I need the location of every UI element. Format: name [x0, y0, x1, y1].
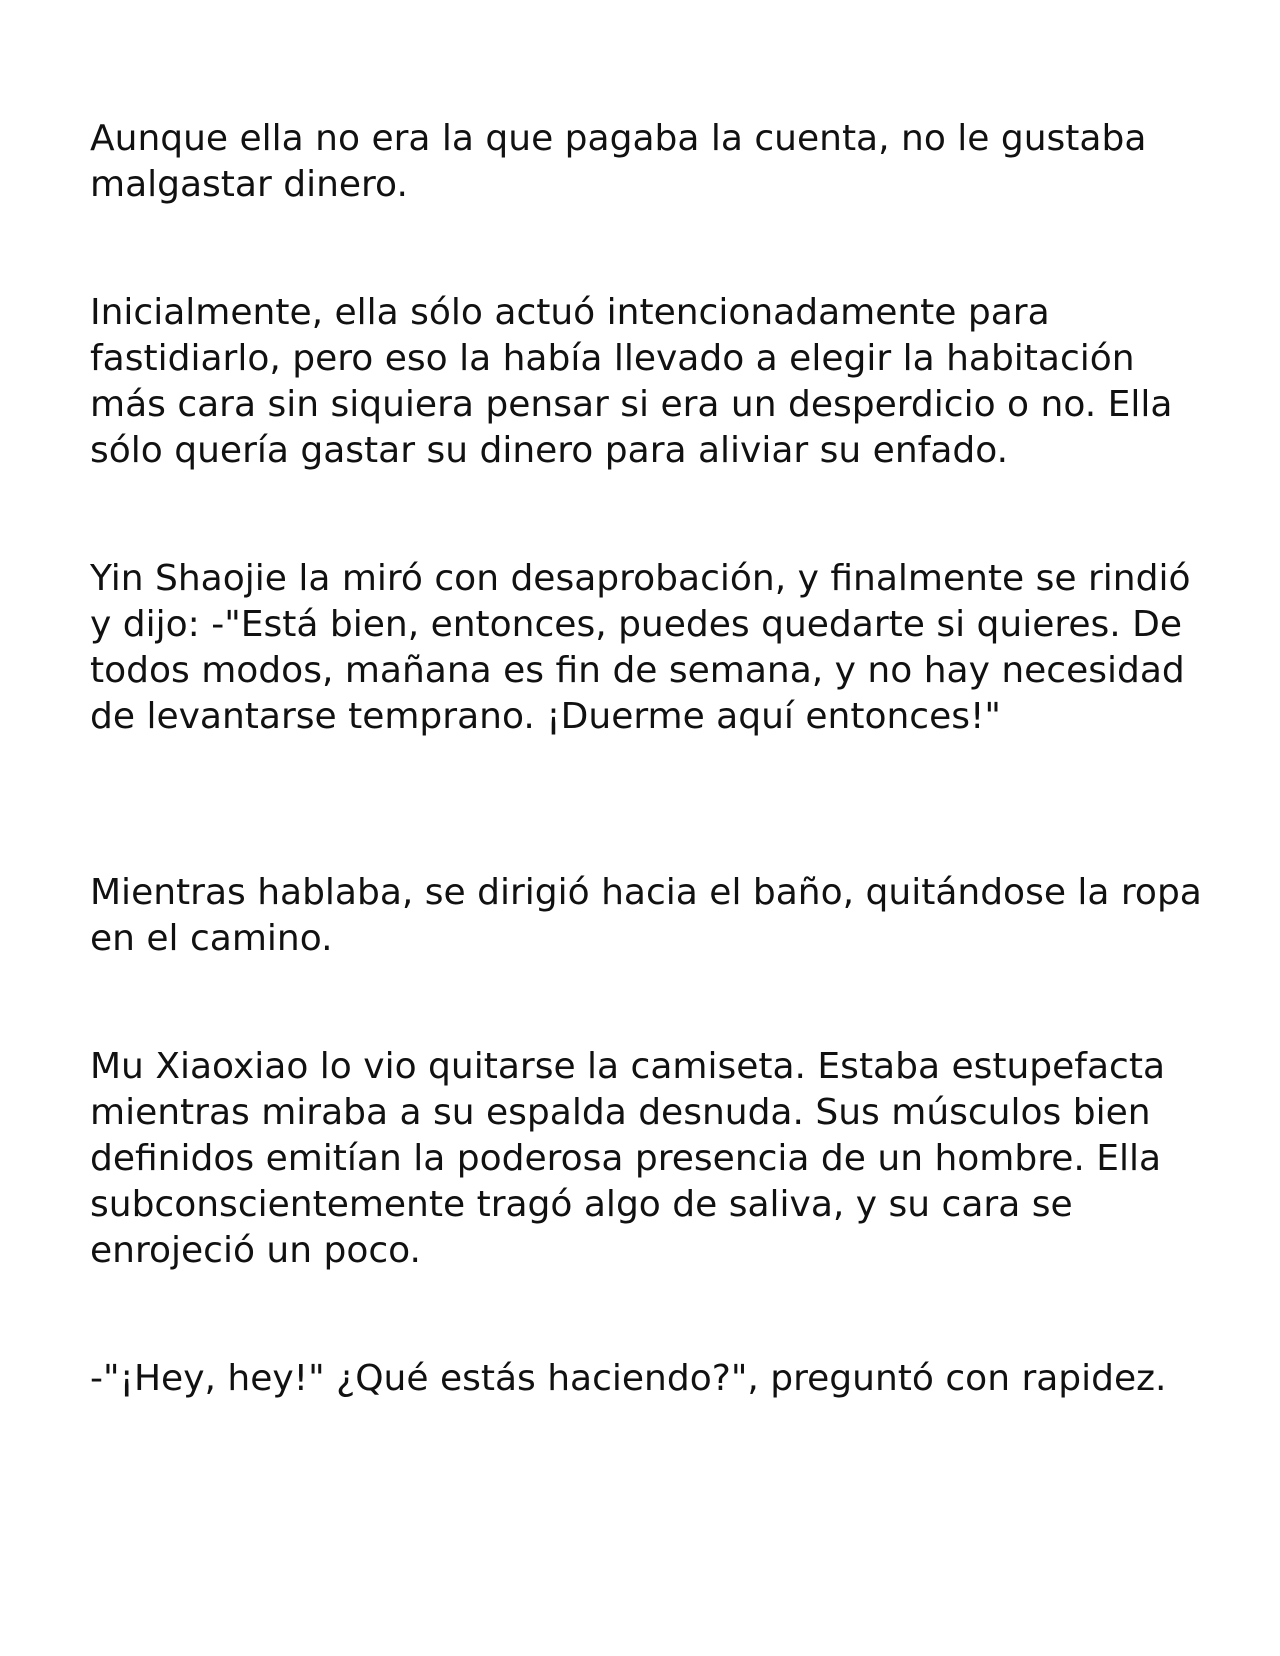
paragraph-5: Mu Xiaoxiao lo vio quitarse la camiseta. Estaba estupefacta mientras miraba a su espalda desnuda. Sus músculos bien definidos emitían la poderosa presencia de un hombre. Ella subconscientemente tragó algo de saliva, y su cara se enrojeció un poco. — [90, 1046, 1166, 1271]
paragraph-2: Inicialmente, ella sólo actuó intencionadamente para fastidiarlo, pero eso la había llevado a elegir la habitación más cara sin siquiera pensar si era un desperdicio o no. Ella sólo quería gastar su dinero para aliviar su enfado. — [90, 292, 1173, 471]
paragraph-3: Yin Shaojie la miró con desaprobación, y finalmente se rindió y dijo: -"Está bien, entonces, puedes quedarte si quieres. De todos modos, mañana es fin de semana, y no hay necesidad de levantarse temprano. ¡Duerme aquí entonces!" — [90, 558, 1191, 737]
paragraph-1: Aunque ella no era la que pagaba la cuenta, no le gustaba malgastar dinero. — [90, 118, 1147, 205]
paragraph-6: -"¡Hey, hey!" ¿Qué estás haciendo?", preguntó con rapidez. — [90, 1358, 1167, 1399]
paragraph-4: Mientras hablaba, se dirigió hacia el baño, quitándose la ropa en el camino. — [90, 872, 1202, 959]
